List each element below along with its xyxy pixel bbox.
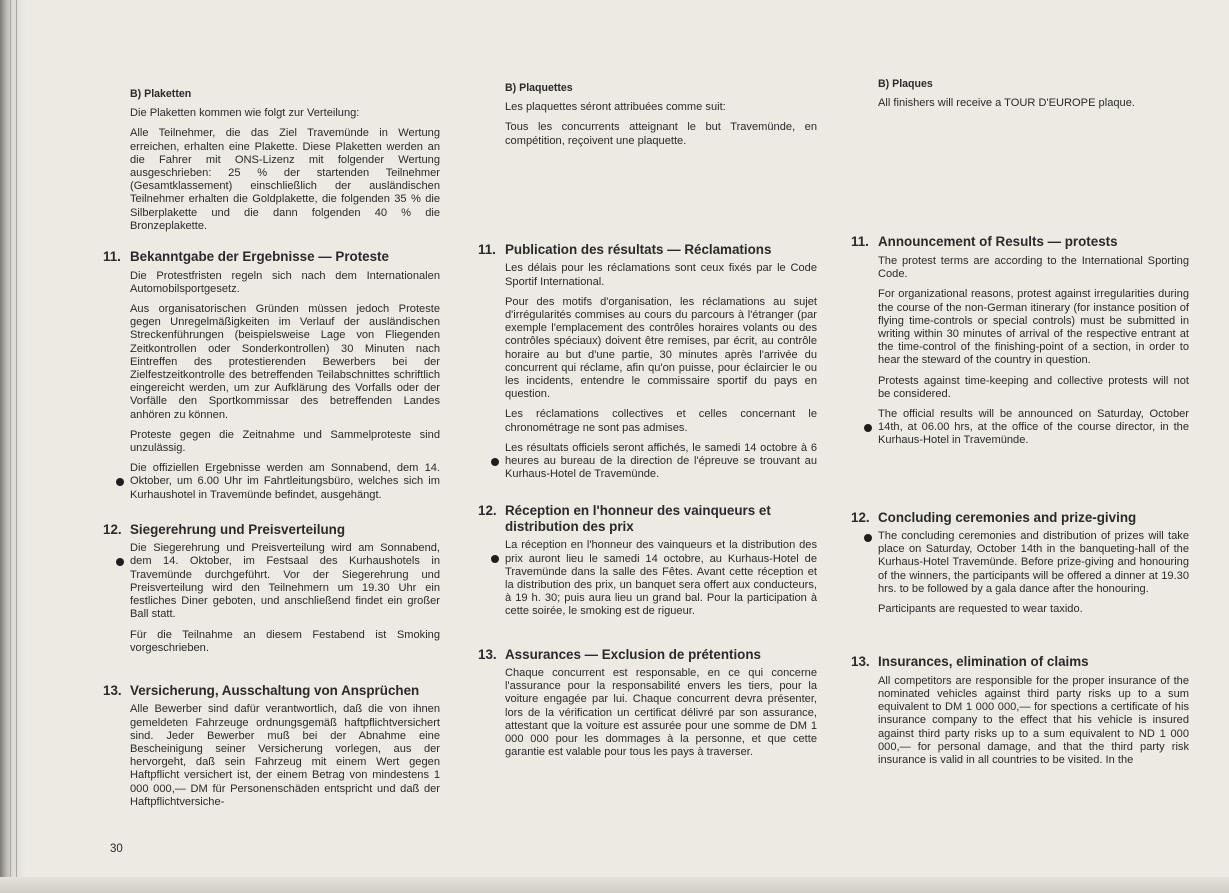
english-section-13 [851,654,1189,767]
german-column [103,88,440,816]
section-paragraph: The official results will be announced on Saturday, October 14th, at 06.00 hrs, at the office of the course director, in the Kurhaus-Hotel in Travemünde. [878,407,1189,447]
german-section-12-heading [103,522,440,538]
section-paragraph: Les résultats officiels seront affichés, le samedi 14 octobre à 6 heures au bureau de la direction de l'épreuve se trouvant au Kurhaus-Hotel de Travemünde. [505,441,817,481]
section-number: 13. [103,682,122,698]
section-paragraph: Protests against time-keeping and collective protests will not be considered. [878,374,1189,400]
section-paragraph: Chaque concurrent est responsable, en ce qui concerne l'assurance pour la responsabilité envers les tiers, pour la voiture engagée par lui. Chaque concurrent devra présenter, lors de la vérification un certificat délivré par son assurance, attestant que la voiture est assurée pour une somme de DM 1 000 000 pour les dommages à la personne, et que cette garantie est valable pour tous les pays à traverser. [505,667,817,759]
section-paragraph: Proteste gegen die Zeitnahme und Sammelproteste sind unzulässig. [130,428,440,454]
english-plaques-text: All finishers will receive a TOUR D'EUROPE plaque. [878,97,1135,110]
english-column [851,78,1189,774]
section-paragraph: Die offiziellen Ergebnisse werden am Sonnabend, dem 14. Oktober, um 6.00 Uhr im Fahrtleitungsbüro, welches sich im Kurhaushotel in Travemünde befindet, ausgehängt. [130,462,440,501]
section-title: Assurances — Exclusion de prétentions [505,646,761,662]
section-paragraph: The protest terms are according to the International Sporting Code. [878,254,1189,281]
english-section-13-heading [851,654,1189,670]
french-plaques-heading: B) Plaquettes [505,82,573,94]
french-plaques-text: Tous les concurrents atteignant le but Travemünde, en compétition, reçoivent une plaquette. [505,121,817,147]
section-number: 12. [851,509,870,525]
french-section-12-heading [478,503,817,534]
french-section-13 [478,646,817,760]
section-paragraph: Les délais pour les réclamations sont ceux fixés par le Code Sportif International. [505,262,817,288]
bullet-mark [864,534,872,542]
section-paragraph: All competitors are responsible for the proper insurance of the nominated vehicles against third party risks up to a sum equivalent to DM 1 000 000,— for spections a certificate of his insurance company to the effect that his vehicle is insured against third party risks up to a sum equivalent to ND 1 000 000,— for personal damage, and that the third party risk insurance is valid in all countries to be visited. In the [878,674,1189,766]
section-number: 11. [103,249,121,265]
section-paragraph: Pour des motifs d'organisation, les réclamations au sujet d'irrégularités commises au cours du parcours à l'étranger (par exemple l'emplacement des contrôles horaires volants ou des contrôles spéciaux) doivent être remises, par écrit, au contrôle horaire au but d'une partie, 30 minutes après l'arrivée du concurrent qui réclame, afin qu'on puisse, pour éclaircier le ou les incidents, entendre le commissaire sportif du pays en question. [505,295,817,401]
page-edge-line [10,0,11,893]
section-title: Bekanntgabe der Ergebnisse — Proteste [130,249,389,265]
english-section-12-heading [851,510,1189,526]
french-section-13-heading [478,647,817,663]
french-section-12 [478,503,817,618]
section-number: 12. [103,521,122,537]
book-spine [0,0,26,893]
section-title: Versicherung, Ausschaltung von Ansprüchen [130,682,420,698]
section-number: 13. [478,646,497,662]
section-paragraph: Die Siegerehrung und Preisverteilung wird am Sonnabend, dem 14. Oktober, im Festsaal des Kurhaushotels in Travemünde durchgeführt. Vor der Siegerehrung und Preisverteilung wird den Teilnehmern um 19.30 Uhr ein festliches Diner geboten, und anschließend findet ein großer Ball statt. [130,542,440,621]
english-section-11-heading [851,234,1189,250]
section-paragraph: Les réclamations collectives et celles concernant le chronométrage ne sont pas admises. [505,408,817,434]
page-edge-line [16,0,17,893]
german-plaques-text: Die Plaketten kommen wie folgt zur Verteilung: [130,107,360,120]
section-title: Concluding ceremonies and prize-giving [878,509,1137,525]
section-number: 13. [851,654,870,670]
section-paragraph: For organizational reasons, protest against irregularities during the course of the non-German itinerary (for instance position of flying time-controls or special controls) must be submitted in writing within 30 minutes of arrival of the respective entrant at the time-control of the finishing-point of a section, in order to hear the steward of the country in question. [878,288,1189,367]
bullet-mark [491,555,499,563]
bullet-mark [491,458,499,466]
french-plaques-text: Les plaquettes séront attribuées comme suit: [505,101,726,114]
section-number: 12. [478,503,497,519]
section-paragraph: Die Protestfristen regeln sich nach dem Internationalen Automobilsportgesetz. [130,269,440,295]
section-title: Siegerehrung und Preisverteilung [130,521,346,537]
section-title: Publication des résultats — Réclamations [505,241,772,257]
section-title: Announcement of Results — protests [878,234,1118,250]
german-plaques-heading: B) Plaketten [130,88,192,100]
french-section-11 [478,241,817,482]
german-section-12 [103,521,440,655]
section-paragraph: Participants are requested to wear taxido. [878,603,1083,616]
section-number: 11. [851,234,869,250]
french-section-11-heading [478,242,817,258]
german-section-13-heading [103,683,440,699]
section-number: 11. [478,241,496,257]
german-section-11 [103,249,440,502]
english-plaques-heading: B) Plaques [878,78,933,90]
german-plaques-text: Alle Teilnehmer, die das Ziel Travemünde in Wertung erreichen, erhalten eine Plakette. Diese Plaketten werden an die Fahrer mit ONS-Lizenz mit folgender Wertung ausgeschrieben: 25 % der startenden Teilnehmer (Gesamtklassement) einschließlich der ausländischen Teilnehmer erhalten die Goldplakette, die folgenden 35 % die Silberplakette und die dann folgenden 40 % die Bronzeplakette. [130,127,440,232]
section-title: Réception en l'honneur des vainqueurs et distribution des prix [505,503,771,534]
english-section-12 [851,509,1189,617]
bullet-mark [116,478,124,486]
bullet-mark [864,424,872,432]
section-paragraph: La réception en l'honneur des vainqueurs et la distribution des prix auront lieu le samedi 14 octobre, au Kurhaus-Hotel de Travemünde dans la salle des Fêtes. Avant cette réception et la distribution des prix, un banquet sera offert aux conducteurs, à 19 h. 30; puis aura lieu un grand bal. Pour la participation à cette soirée, le smoking est de rigueur. [505,539,817,618]
french-column [478,82,817,767]
english-section-11 [851,234,1189,447]
section-paragraph: The concluding ceremonies and distribution of prizes will take place on Saturday, October 14th in the banqueting-hall of the Kurhaus-Hotel Travemünde. Before prize-giving and honouring of the winners, the participants will be offered a dinner at 19.30 hrs. to be followed by a gala dance after the honouring. [878,530,1189,595]
german-section-13 [103,682,440,809]
german-section-11-heading [103,249,440,265]
section-paragraph: Für die Teilnahme an diesem Festabend ist Smoking vorgeschrieben. [130,628,440,654]
bullet-mark [116,558,124,566]
section-title: Insurances, elimination of claims [878,654,1089,670]
page-number: 30 [110,843,123,855]
section-paragraph: Alle Bewerber sind dafür verantwortlich, daß die von ihnen gemeldeten Fahrzeuge ordnungsgemäß haftpflichtversichert sind. Jeder Bewerber muß bei der Abnahme eine Bescheinigung seiner Versicherung vorlegen, aus der hervorgeht, daß sein Fahrzeug mit einem Wert gegen Haftpflicht versichert ist, der einem Betrag von mindestens 1 000 000,— DM für Personenschäden entspricht und daß der Haftpflichtversiche- [130,703,440,808]
section-paragraph: Aus organisatorischen Gründen müssen jedoch Proteste gegen Unregelmäßigkeiten im Verlauf der ausländischen Streckenführungen (beispielsweise Lage von Fliegenden Zeitkontrollen oder Sonderkontrollen) 30 Minuten nach Eintreffen des protestierenden Bewerbers bei der Zielfestzeitkontrolle des betreffenden Teilabschnittes schriftlich eingereicht werden, um zur Aufklärung des Vorfalls oder der Vorfälle den Sportkommissar des betreffenden Landes anhören zu können. [130,302,440,421]
page-bottom-edge [0,877,1229,893]
